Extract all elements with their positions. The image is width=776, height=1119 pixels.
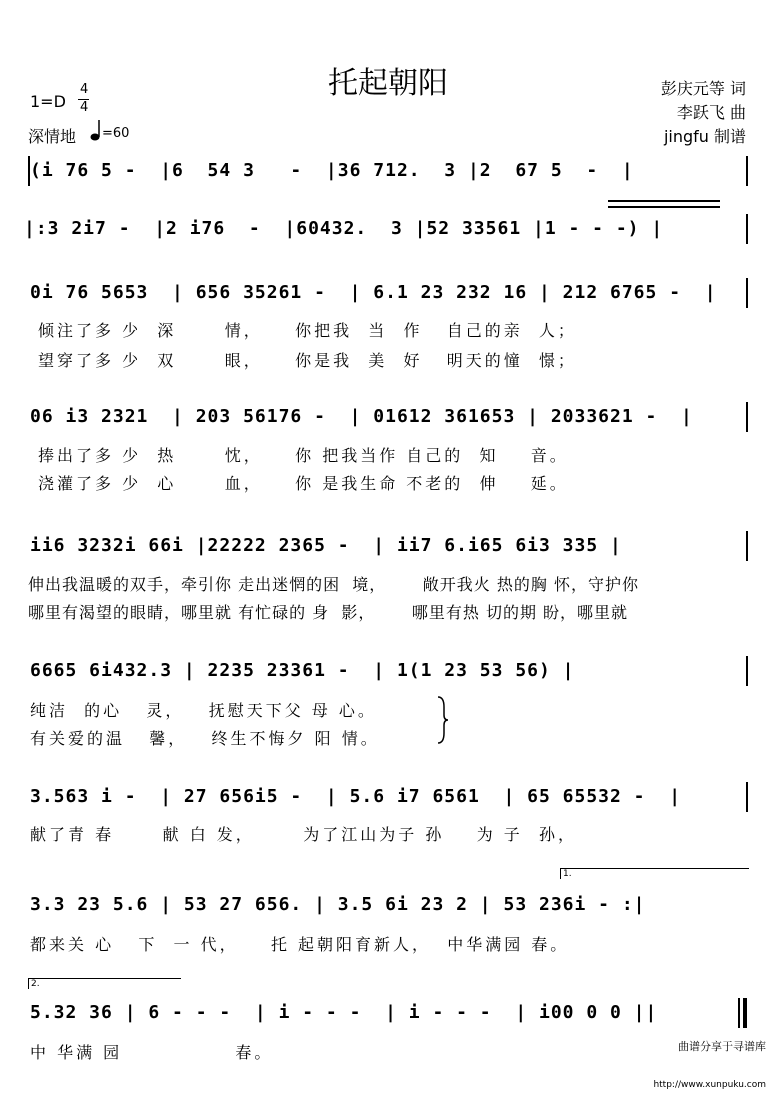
lyric-line: 哪里有渴望的眼睛，哪里就 有忙碌的 身 影， 哪里有热 切的期 盼，哪里就 [28, 603, 629, 622]
watermark [653, 1014, 766, 1105]
watermark-text: 曲谱分享于寻谱库 [678, 1040, 766, 1053]
notation-row: 6665 6i432.3 | 2235 23361 - | 1(1 23 53 56) | [30, 660, 575, 681]
notation-row: 5.32 36 | 6 - - - | i - - - | i - - - | i00 0 0 || [30, 1002, 658, 1023]
notation-row: (i 76 5 - |6 54 3 - |36 712. 3 |2 67 5 - | [30, 160, 634, 181]
fermata-line [608, 206, 720, 208]
notation-row: |:3 2i7 - |2 i76 - |60432. 3 |52 33561 |1 - - -) | [24, 218, 664, 239]
lyric-line: 有关爱的温 馨， 终生不悔夕 阳 情。 [30, 729, 380, 748]
barline [746, 531, 748, 561]
tempo-mark: =60 [102, 126, 130, 141]
notation-row: 3.3 23 5.6 | 53 27 656. | 3.5 6i 23 2 | 53 236i - :| [30, 894, 646, 915]
lyric-line: 浇灌了多 少 心 血， 你 是我生命 不老的 伸 延。 [38, 474, 569, 493]
composer: 李跃飞 曲 [676, 103, 746, 122]
barline [746, 214, 748, 244]
expression-mark: 深情地 [28, 127, 77, 146]
time-signature-top: 4 [80, 82, 89, 97]
notation-row: ii6 3232i 66i |22222 2365 - | ii7 6.i65 6i3 335 | [30, 535, 622, 556]
lyric-line: 倾注了多 少 深 情， 你把我 当 作 自己的亲 人； [38, 321, 577, 340]
song-title: 托起朝阳 [328, 66, 448, 101]
watermark-url[interactable]: http://www.xunpuku.com [653, 1080, 766, 1090]
transcriber: jingfu 制谱 [663, 127, 746, 146]
lyric-line: 纯洁 的心 灵， 抚慰天下父 母 心。 [30, 701, 377, 720]
barline [28, 156, 30, 186]
barline [746, 156, 748, 186]
lyricist: 彭庆元等 词 [660, 79, 746, 98]
lyric-line: 献了青 春 献 白 发， 为了江山为子 孙 为 子 孙， [30, 825, 577, 844]
barline [746, 782, 748, 812]
volta-second-ending: 2. [28, 978, 181, 989]
volta-first-ending: 1. [560, 868, 749, 879]
key-signature: 1=D [30, 92, 66, 111]
lyric-line: 捧出了多 少 热 忱， 你 把我当作 自己的 知 音。 [38, 446, 569, 465]
time-signature-bottom: 4 [80, 100, 89, 115]
notation-row: 0i 76 5653 | 656 35261 - | 6.1 23 232 16 | 212 6765 - | [30, 282, 717, 303]
barline [746, 656, 748, 686]
fermata-line [608, 200, 720, 202]
notation-row: 06 i3 2321 | 203 56176 - | 01612 361653 | 2033621 - | [30, 406, 693, 427]
barline [746, 402, 748, 432]
quarter-note-icon [90, 118, 102, 142]
notation-row: 3.563 i - | 27 656i5 - | 5.6 i7 6561 | 65 65532 - | [30, 786, 682, 807]
brace-icon [436, 695, 450, 745]
lyric-line: 都来关 心 下 一 代， 托 起朝阳育新人， 中华满园 春。 [30, 935, 570, 954]
lyric-line: 伸出我温暖的双手，牵引你 走出迷惘的困 境， 敞开我火 热的胸 怀，守护你 [28, 575, 639, 594]
lyric-line: 望穿了多 少 双 眼， 你是我 美 好 明天的憧 憬； [38, 351, 577, 370]
lyric-line: 中 华满 园 春。 [30, 1043, 274, 1062]
barline [746, 278, 748, 308]
